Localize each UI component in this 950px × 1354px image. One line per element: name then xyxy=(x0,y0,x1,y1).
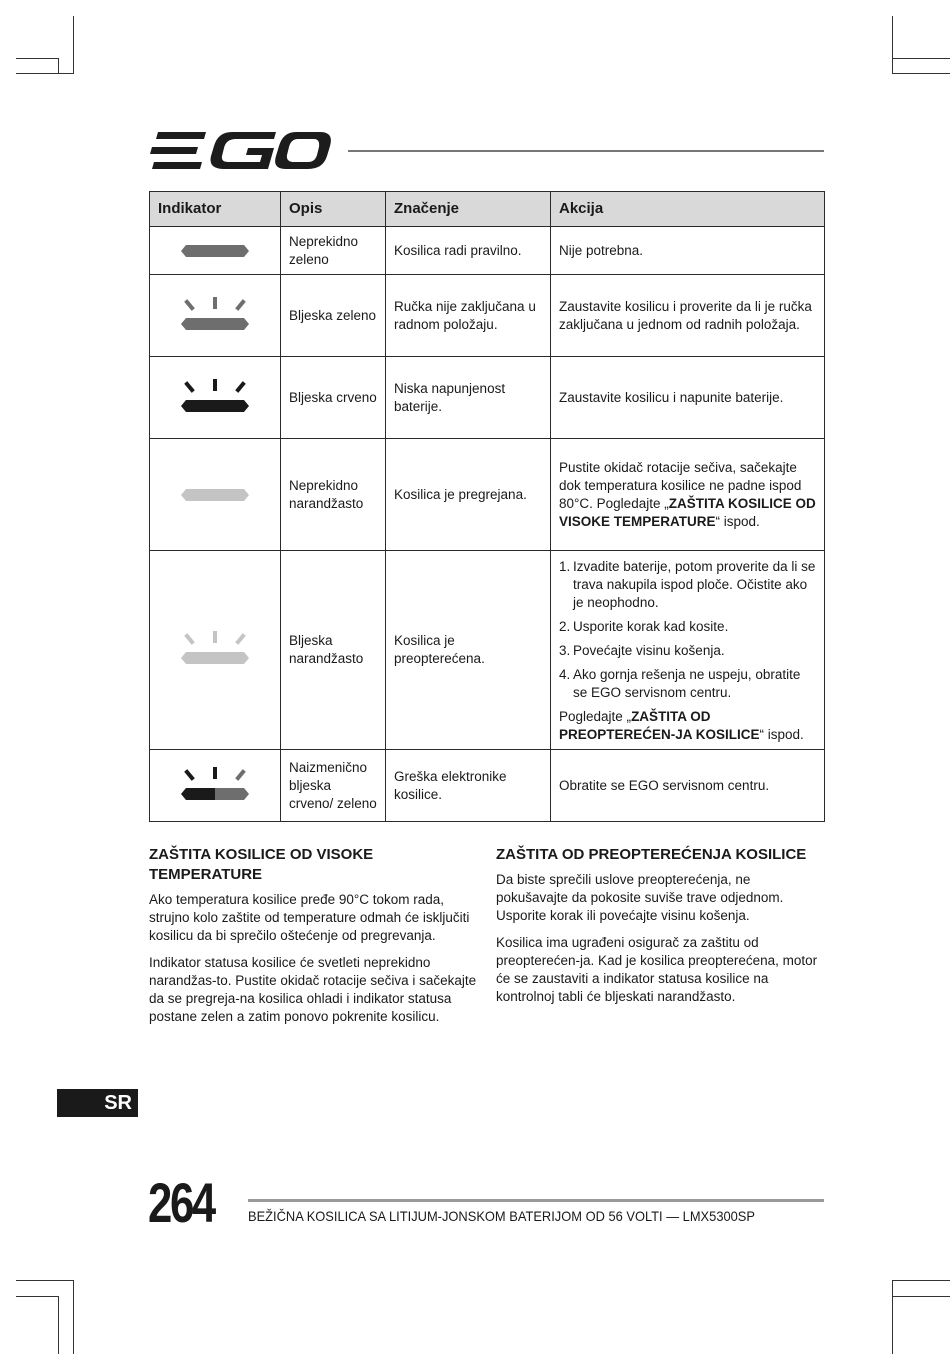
action-text: “ ispod. xyxy=(715,513,760,529)
list-item: 4. Ako gornja rešenja ne uspeju, obratite se EGO servisnom centru. xyxy=(559,667,801,700)
flashing-green-bar-icon xyxy=(180,296,250,336)
action-steps xyxy=(559,558,816,702)
section-high-temperature xyxy=(149,845,479,1034)
crop-mark xyxy=(16,73,74,74)
list-item: 2. Usporite korak kad kosite. xyxy=(559,619,729,634)
table-cell: Kosilica je preopterećena. xyxy=(386,551,551,750)
table-row xyxy=(150,551,825,750)
paragraph: Indikator statusa kosilice će svetleti neprekidno narandžas-to. Pustite okidač rotacije sečiva i sačekajte da se pregreja-na kosilica ohladi i indikator statusa postane zelen a zatim ponovo pokrenite kosilicu. xyxy=(149,954,477,1025)
indicator-cell xyxy=(150,357,281,439)
table-cell: Kosilica radi pravilno. xyxy=(386,227,551,275)
crop-mark xyxy=(58,58,59,74)
flashing-orange-bar-icon xyxy=(180,630,250,670)
table-header-row xyxy=(150,192,825,227)
crop-mark xyxy=(892,16,893,74)
indicator-cell xyxy=(150,275,281,357)
table-cell: Neprekidno zeleno xyxy=(281,227,386,275)
column-header: Indikator xyxy=(150,192,281,227)
table-cell: Kosilica je pregrejana. xyxy=(386,439,551,551)
column-header: Opis xyxy=(281,192,386,227)
ego-logo xyxy=(148,128,332,174)
indicator-cell xyxy=(150,227,281,275)
language-code: SR xyxy=(104,1092,132,1114)
column-header: Akcija xyxy=(551,192,825,227)
column-header: Značenje xyxy=(386,192,551,227)
header-rule xyxy=(348,150,824,152)
table-cell: Naizmenično bljeska crveno/ zeleno xyxy=(281,750,386,822)
flashing-red-green-bar-icon xyxy=(180,766,250,806)
table-cell: Greška elektronike kosilice. xyxy=(386,750,551,822)
table-cell: Niska napunjenost baterije. xyxy=(386,357,551,439)
crop-mark xyxy=(16,1280,74,1281)
table-row xyxy=(150,275,825,357)
section-title: ZAŠTITA KOSILICE OD VISOKE TEMPERATURE xyxy=(149,846,374,883)
crop-mark xyxy=(16,1296,58,1297)
crop-mark xyxy=(73,16,74,74)
crop-mark xyxy=(73,1280,74,1354)
table-cell xyxy=(551,551,825,750)
table-cell: Neprekidno narandžasto xyxy=(281,439,386,551)
crop-mark xyxy=(892,1280,893,1354)
list-item: 1. Izvadite baterije, potom proverite da li se trava nakupila ispod ploče. Očistite ako je neophodno. xyxy=(559,559,816,610)
solid-orange-bar-icon xyxy=(180,486,250,504)
table-row xyxy=(150,750,825,822)
flashing-red-bar-icon xyxy=(180,378,250,418)
table-row xyxy=(150,227,825,275)
table-cell: Nije potrebna. xyxy=(551,227,825,275)
paragraph: Da biste sprečili uslove preopterećenja, ne pokušavajte da pokosite suviše trave odjednom. Usporite korak ili povećajte visinu košenja. xyxy=(496,872,784,924)
section-reference: ZAŠTITA KOSILICE OD VISOKE TEMPERATURE xyxy=(559,495,816,529)
solid-green-bar-icon xyxy=(180,242,250,260)
footer-title: BEŽIČNA KOSILICA SA LITIJUM-JONSKOM BATERIJOM OD 56 VOLTI — LMX5300SP xyxy=(248,1208,755,1224)
table-cell: Zaustavite kosilicu i proverite da li je ručka zaključana u jednom od radnih položaja. xyxy=(551,275,825,357)
table-cell: Bljeska narandžasto xyxy=(281,551,386,750)
crop-mark xyxy=(16,58,58,59)
section-overload xyxy=(496,845,826,1014)
language-tab xyxy=(57,1089,138,1117)
crop-mark xyxy=(892,1296,950,1297)
table-cell: Bljeska zeleno xyxy=(281,275,386,357)
table-row xyxy=(150,357,825,439)
table-cell xyxy=(551,439,825,551)
paragraph: Ako temperatura kosilice pređe 90°C tokom rada, strujno kolo zaštite od temperature odmah će isključiti kosilicu da bi sprečilo oštećenje od pregrevanja. xyxy=(149,892,470,944)
crop-mark xyxy=(892,1280,950,1281)
indicator-cell xyxy=(150,750,281,822)
page-number: 264 xyxy=(148,1171,214,1234)
footer-rule xyxy=(248,1199,824,1202)
table-cell: Zaustavite kosilicu i napunite baterije. xyxy=(551,357,825,439)
table-cell: Obratite se EGO servisnom centru. xyxy=(551,750,825,822)
section-title: ZAŠTITA OD PREOPTEREĆENJA KOSILICE xyxy=(496,846,807,863)
table-cell: Bljeska crveno xyxy=(281,357,386,439)
list-item: 3. Povećajte visinu košenja. xyxy=(559,643,725,658)
action-text: Pustite okidač rotacije sečiva, sačekajte dok temperatura kosilice ne padne ispod 80°C. Pogledajte „ xyxy=(559,459,802,511)
indicator-cell xyxy=(150,439,281,551)
action-reference: Pogledajte „ZAŠTITA OD PREOPTEREĆEN-JA KOSILICE“ ispod. xyxy=(559,709,804,742)
crop-mark xyxy=(58,1296,59,1354)
table-row xyxy=(150,439,825,551)
indicator-cell xyxy=(150,551,281,750)
table-cell: Ručka nije zaključana u radnom položaju. xyxy=(386,275,551,357)
section-reference: ZAŠTITA OD PREOPTEREĆEN-JA KOSILICE xyxy=(559,709,760,742)
crop-mark xyxy=(892,73,950,74)
paragraph: Kosilica ima ugrađeni osigurač za zaštitu od preopterećen-ja. Kad je kosilica preopterećena, motor će se zaustaviti a indikator statusa kosilice na kontrolnoj tabli će bljeskati narandžasto. xyxy=(496,934,818,1005)
indicator-table xyxy=(149,191,825,822)
crop-mark xyxy=(892,58,950,59)
